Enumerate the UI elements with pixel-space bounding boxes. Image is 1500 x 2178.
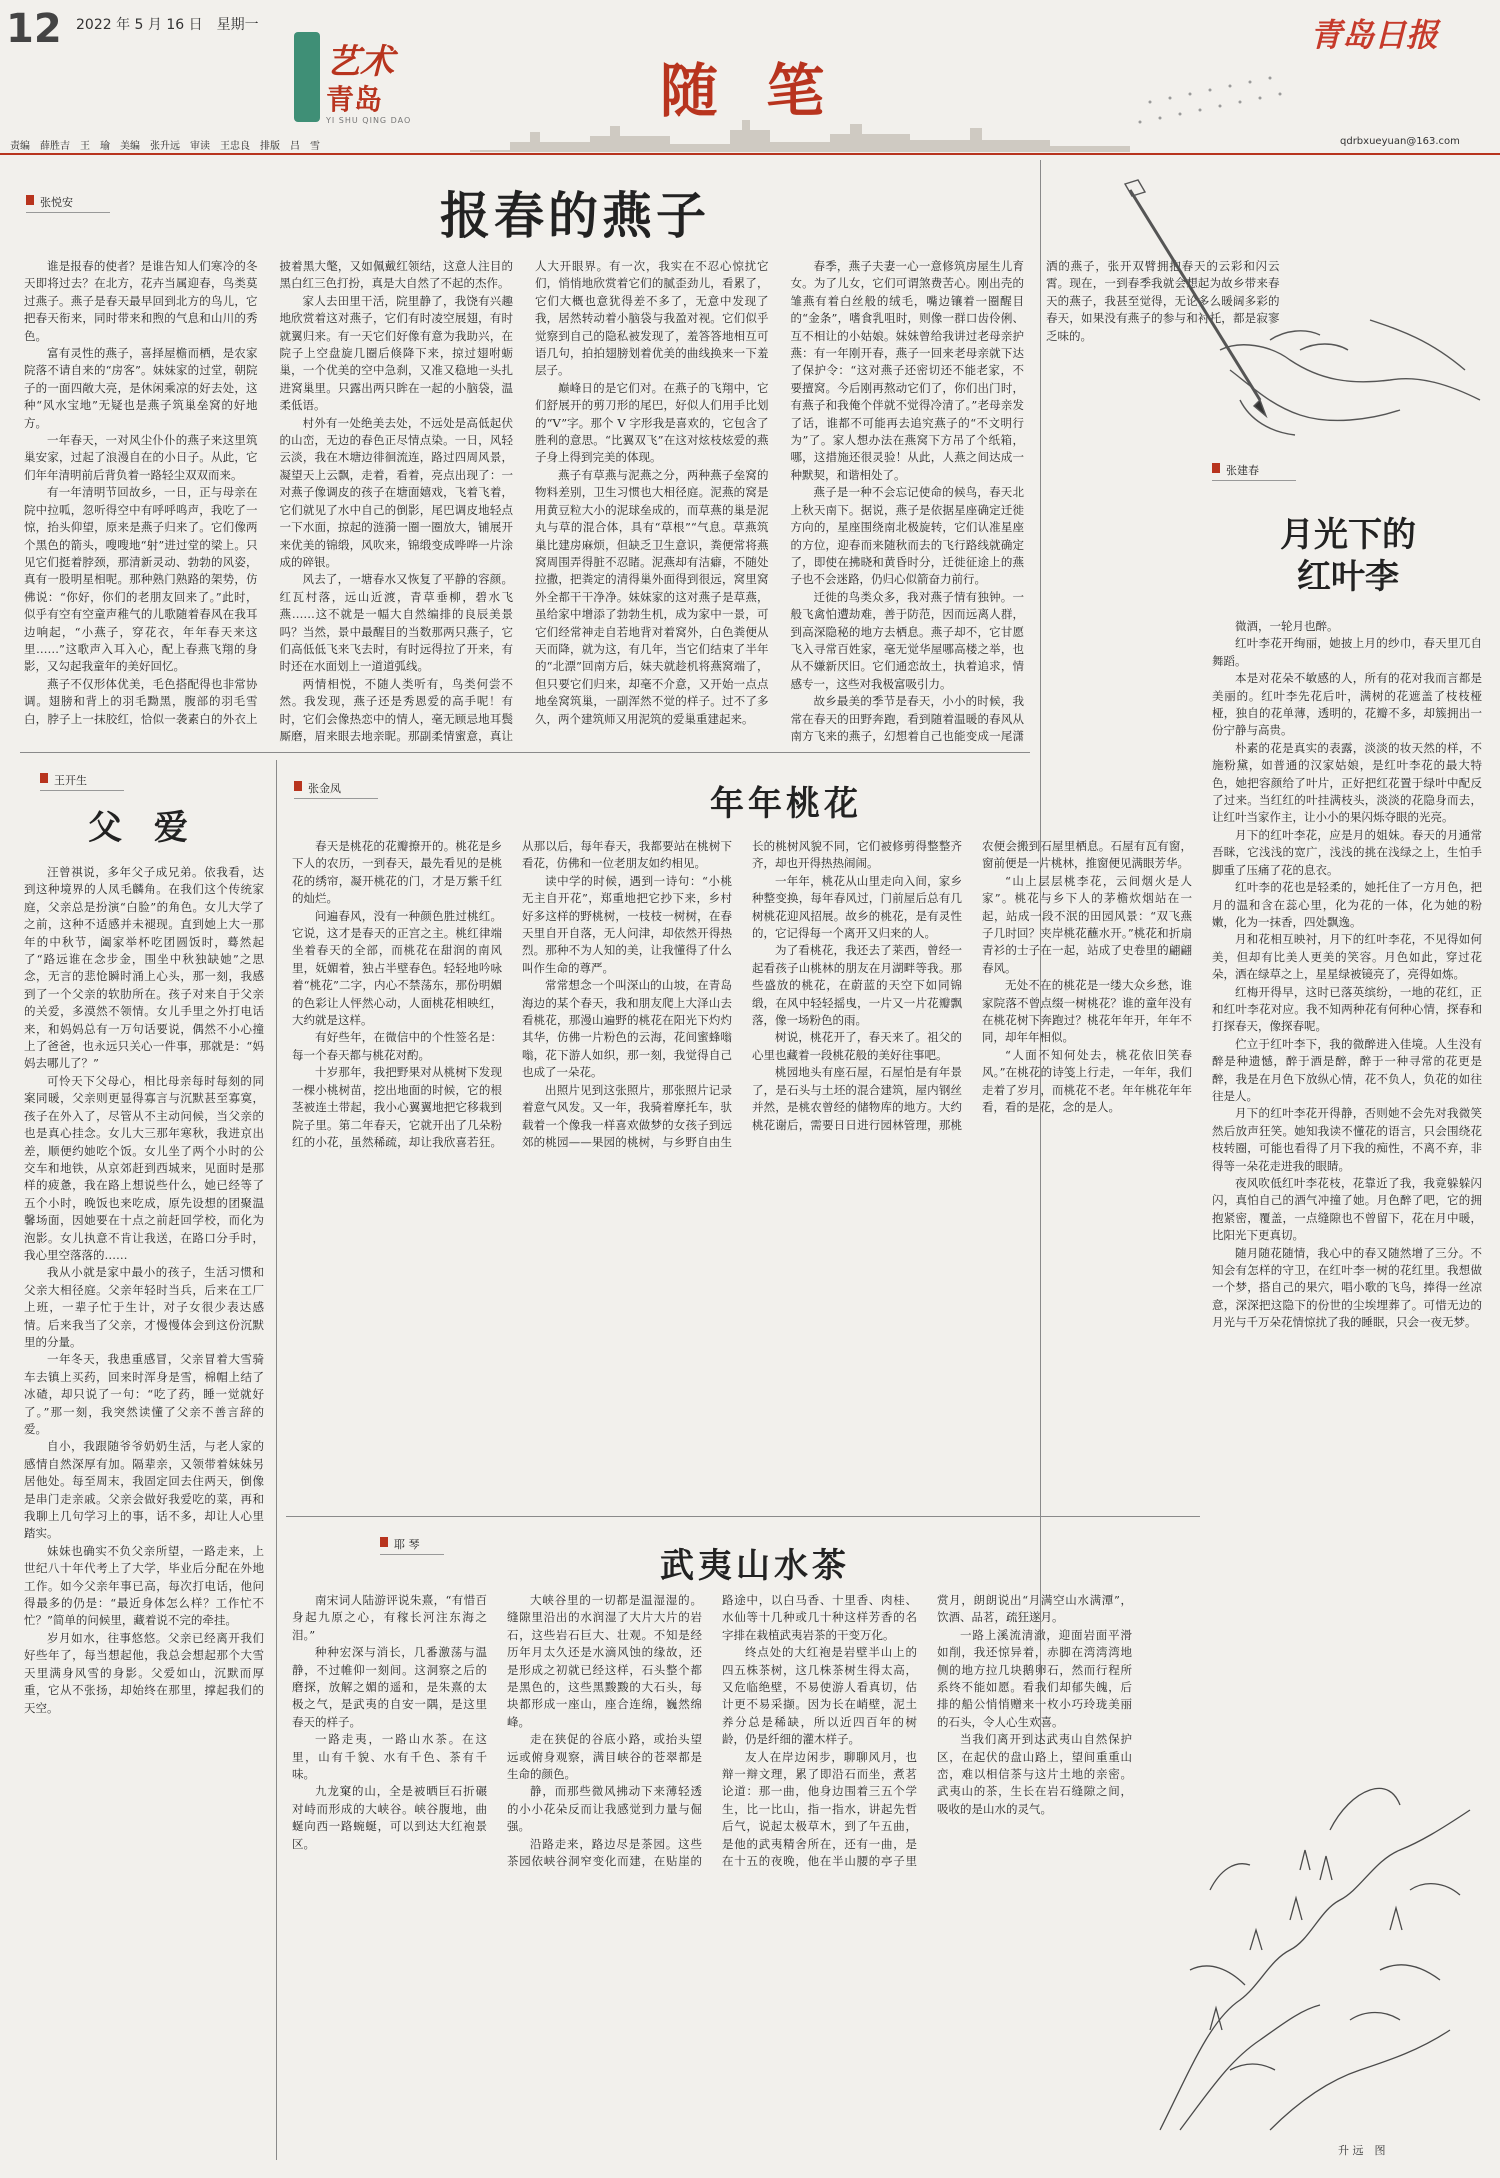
paragraph: 树说，桃花开了，春天来了。祖父的心里也藏着一段桃花般的美好往事吧。 bbox=[752, 1030, 962, 1062]
editor-credits: 责编 薛胜吉 王 瑜 美编 张升远 审读 王忠良 排版 吕 雪 bbox=[10, 141, 320, 152]
paragraph: 一年春天，一对风尘仆仆的燕子来这里筑巢安家，过起了浪漫自在的小日子。从此，它们年年清明前后背负着一路轻尘双双而来。 bbox=[24, 433, 258, 482]
section-title: 随 笔 bbox=[660, 57, 839, 125]
byline-father: 王开生 bbox=[40, 770, 124, 791]
paragraph: 一路上溪流清澈，迎面岩面平滑如削，我还惊异着，赤脚在湾湾湾地侧的地方拉几块鹅卵石，然而行程所系终不能如愿。看我们却郁失魄，后排的船公悄悄赠来一枚小巧玲珑美丽的石头，令人心生欢喜。 bbox=[937, 1627, 1132, 1729]
paragraph: 自小，我跟随爷爷奶奶生活，与老人家的感情自然深厚有加。隔辈亲，又领带着妹妹另居他处。每至周末，我固定回去住两天，倒像是串门走亲戚。父亲会做好我爱吃的菜，再和我聊上几句学习上的事，话不多，却让人心里踏实。 bbox=[24, 1439, 264, 1541]
paragraph: 九龙窠的山，全是被晒巨石折碾对峙而形成的大峡谷。峡谷腹地，曲蜒向西一路蜿蜒，可以到达大红袍景区。 bbox=[292, 1784, 487, 1851]
article-title-tea: 武夷山水茶 bbox=[660, 1546, 850, 1586]
paragraph: 汪曾祺说，多年父子成兄弟。依我看，达到这种境界的人凤毛麟角。在我们这个传统家庭，父亲总是扮演“白脸”的角色。女儿大学了之前，这种不适感并未褪现。直到她上大一那年的中秋节，阖家举杯吃团圆饭时，蓦然起了“路远谁在念步金，围坐中秋独缺她”之思念，无言的悲怆瞬时涌上心头，那一刻，我感到了一个父亲的软肋所在。孩子对来自于父亲的关爱，多漠然不领情。女儿手里之外打电话来，和妈妈总有一万句话要说，偶然不小心撞上了爸爸，也永远只关心一件事，那就是：“妈妈去哪儿了？” bbox=[24, 865, 264, 1071]
paragraph: 十岁那年，我把野果对从桃树下发现一棵小桃树苗，挖出地面的时候，它的根茎被连土带起，我小心翼翼地把它移栽到院子里。第二年春天，它就开出了几朵粉红的小花，虽然稀疏，却让我欣喜若狂。从那以后，每年春天，我都要站在桃树下看花，仿佛和一位老朋友如约相见。 bbox=[292, 839, 732, 1149]
paragraph: 朴素的花是真实的表露，淡淡的妆天然的样，不施粉黛，如普通的汉家姑娘，是红叶李花的最大特色，她把容颜给了叶片，正好把红花置于绿叶中配反了过来。当红红的叶挂满枝头，淡淡的花隐身而去，让红叶当家作主，让小小的果闪烁夺眼的光亮。 bbox=[1212, 740, 1482, 825]
paragraph: 大峡谷里的一切都是温湿湿的。缝隙里沿出的水润湿了大片大片的岩石，这些岩石巨大、壮观。不知是经历年月太久还是水滴风蚀的缘故，还是形成之初就已经这样，石头整个都是黑色的，这些黑黢黢的大石头，每块都形成一座山，座合连绵，巍然绵峰。 bbox=[507, 1593, 702, 1729]
paragraph: 红叶李的花也是轻柔的，她托住了一方月色，把月的温和含在蕊心里，化为花的一体，化为她的粉嫩，化为一抹香，四处飘逸。 bbox=[1212, 880, 1482, 929]
article-title-peach: 年年桃花 bbox=[710, 784, 862, 824]
paragraph: 故乡最美的季节是春天，小小的时候，我常在春天的田野奔跑，看到随着温暖的春风从南方飞来的燕子，幻想着自己也能变成一尾潇洒的燕子，张开双臂拥抱春天的云彩和闪云霄。现在，一到春季我就会想起为故乡带来春天的燕子，我甚至觉得，无论多么暖阔多彩的春天，如果没有燕子的参与和衬托，都是寂寥乏味的。 bbox=[790, 259, 1280, 743]
paragraph: 两情相悦，不随人类听有，鸟类何尝不然。我发现，燕子还是秀恩爱的高手呢！有时，它们会像热恋中的情人，毫无顾忌地耳鬓厮磨，眉来眼去地亲昵。那副柔情蜜意，真让人大开眼界。有一次，我实在不忍心惊扰它们，悄悄地欣赏着它们的腻歪劲儿，看累了，它们大概也意犹得差不多了，无意中发现了我，居然转动着小脑袋与我盈对视。它们似乎觉察到自己的隐私被发现了，羞答答地相互可语几句，拍拍翅膀划着优美的曲线换来一下羞层子。 bbox=[279, 259, 769, 743]
paragraph: 燕子不仅形体优美，毛色搭配得也非常协调。翅膀和背上的羽毛黝黑，腹部的羽毛雪白，脖子上一抹胶红，恰似一袭素白的外衣上披着黑大氅，又如佩戴红领结，这意人注目的黑白红三色打扮，真是大自然了不起的杰作。 bbox=[24, 259, 513, 726]
paragraph: 春季，燕子夫妻一心一意修筑房屋生儿育女。为了儿女，它们可谓煞费苦心。刚出壳的雏燕有着白丝般的绒毛，嘴边镶着一圈醒目的“金条”，嗜食乳咀时，则像一群口齿伶俐、互不相让的小姑娘。妹妹曾给我讲过老母亲护燕：有一年刚开春，燕子一回来老母亲就下达了保护令：“这对燕子还密切还不能老家，不要擅窝。今后刚再熬动它们了，你们出门时，有燕子和我俺个伴就不觉得冷清了。”老母亲发了话，谁都不可能再去追究燕子的“不文明行为”了。家人想办法在燕窝下方吊了个纸箱，哪，这措施还很灵验！从此，人燕之间达成一种默契，和谐相处了。 bbox=[790, 259, 1024, 482]
paragraph: 月下的红叶李花开得静，否则她不会先对我微笑然后放声狂笑。她知我读不懂花的语言，只会围绕花枝转圈，可能也看得了月下我的痴性，不离不弃，非得等一朵花走进我的眼睛。 bbox=[1212, 1106, 1482, 1173]
paragraph: 月下的红叶李花，应是月的姐妹。春天的月通常吾眯，它浅浅的宽广，浅浅的挑在浅绿之上，生怕手脚重了压痛了花的息衣。 bbox=[1212, 827, 1482, 877]
article-body-tea bbox=[292, 1592, 1132, 2158]
paragraph: 夜风吹低红叶李花枝，花靠近了我，我竟躲躲闪闪，真怕自己的酒气冲撞了她。月色醉了吧，它的拥抱紧密，覆盖，一点缝隙也不曾留下，花在月中暖，比阳光下更真切。 bbox=[1212, 1176, 1482, 1243]
logo-bar-icon bbox=[294, 32, 320, 122]
paragraph: 家人去田里干活，院里静了，我饶有兴趣地欣赏着这对燕子，它们有时凌空展翅，有时就翼归来。有一天它们好像有意为我助兴，在院子上空盘旋几圈后倏降下来，掠过翅咐蛎巢，一个优美的空中急刹，又准又稳地一头扎进窝巢里。只露出两只眸在一起的小脑袋，温柔低语。 bbox=[279, 293, 513, 413]
paper-name: 青岛日报 bbox=[1310, 16, 1439, 54]
paragraph: 为了看桃花，我还去了莱西，曾经一起看孩子山桃林的朋友在月湖畔等我。那些盛放的桃花，在蔚蓝的天空下如同锦缎，在风中轻轻摇曳，一片又一片花瓣飘落，像一场粉色的雨。 bbox=[752, 943, 962, 1028]
section-divider bbox=[286, 1516, 1200, 1517]
byline-moon: 张建春 bbox=[1212, 460, 1296, 481]
article-title-father: 父 爱 bbox=[88, 808, 198, 848]
dateline: 2022 年 5 月 16 日 星期一 bbox=[76, 17, 259, 33]
byline-tea: 耶 琴 bbox=[380, 1534, 444, 1555]
paragraph: 微酒，一轮月也醉。 bbox=[1235, 619, 1339, 633]
paragraph: “人面不知何处去，桃花依旧笑春风。”在桃花的诗笺上行走，一年年，我们走着了岁月，而桃花不老。年年桃花年年看，看的是花，念的是人。 bbox=[982, 1047, 1192, 1115]
paragraph: 一年冬天，我患重感冒，父亲冒着大雪骑车去镇上买药，回来时浑身是雪，棉帽上结了冰碴，却只说了一句：“吃了药，睡一觉就好了。”那一刻，我突然读懂了父亲不善言辞的爱。 bbox=[24, 1352, 264, 1436]
paragraph: 南宋词人陆游评说朱熹，“有惜百身起九原之心，有稼长河注东海之泪。” bbox=[292, 1593, 487, 1642]
section-logo bbox=[290, 28, 440, 128]
contact-email: qdrbxueyuan@163.com bbox=[1340, 136, 1460, 147]
paragraph: 红梅开得早，这时已落英缤纷，一地的花红，正和红叶李花对应。我不知两种花有何种心情，探春和打探春天，像探春呢。 bbox=[1212, 984, 1482, 1034]
paragraph: 谁是报春的使者？是谁告知人们寒冷的冬天即将过去？在北方，花卉当属迎春，鸟类莫过燕子。燕子是春天最早回到北方的鸟儿，它把春天衔来，同时带来和煦的气息和山川的秀色。 bbox=[24, 259, 258, 343]
paragraph: 随月随花随情，我心中的春又随然增了三分。不知会有怎样的守卫，在红叶李一树的花红里。我想做一个梦，搭自己的果穴，唱小歌的飞鸟，捧得一丝凉意，深深把这隐下的份世的尘埃埋葬了。可惜无边的月光与千万朵花情惊扰了我的睡眠，只会一夜无梦。 bbox=[1212, 1245, 1482, 1330]
page-number: 12 bbox=[6, 6, 62, 52]
paragraph: 种种宏深与消长，几番激荡与温静，不过帷仰一刻间。这洞察之后的磨探，放解之媚的遥和，是朱熹的太极之气，是武夷的自安一隅，是这里春天的样子。 bbox=[292, 1645, 487, 1729]
paragraph: 月和花相互映衬，月下的红叶李花，不见得如何美，但却有比美人更美的笑容。月色如此，穿过花朵，洒在绿草之上，星星绿被镜亮了，亮得如炼。 bbox=[1212, 932, 1482, 982]
paragraph: 伫立于红叶李下，我的微醉进入佳境。人生没有醉是种遗憾，醉于酒是醉，醉于一种寻常的花更是醉，我是在月色下放纵心情，花不负人，负花的如往往是人。 bbox=[1212, 1036, 1482, 1103]
title-line1: 月光下的 bbox=[1280, 515, 1416, 555]
hand-writing-illustration-icon bbox=[1070, 170, 1490, 470]
paragraph: 友人在岸边闲步，聊聊风月，也辩一辩文理，累了即沿石而坐，煮茗论道：那一曲，他身边围着三五个学生，比一比山，指一指水，讲起先哲后气，说起太极草木，到了午五曲，是他的武夷精舍所在，还有一曲，是在十五的夜晚，他在半山腰的亭子里赏月，朗朗说出“月满空山水满潭”，饮酒、品茗，疏狂遂月。 bbox=[722, 1593, 1132, 1869]
paragraph: 一路走夷，一路山水茶。在这里，山有千貌、水有千色、茶有千味。 bbox=[292, 1732, 487, 1782]
paragraph: 巅峰日的是它们对。在燕子的飞翔中，它们舒展开的剪刀形的尾巴，好似人们用手比划的“V”字。那个 V 字形我是喜欢的，它包含了胜利的意思。“比翼双飞”在这对炫枝炫爱的燕子身上得到完美的体现。 bbox=[535, 380, 769, 465]
paragraph: 有好些年，在微信中的个性签名是：每一个春天都与桃花对酌。 bbox=[292, 1030, 502, 1062]
paragraph: 常常想念一个叫深山的山坡，在青岛海边的某个春天，我和朋友爬上大泽山去看桃花，那漫山遍野的桃花在阳光下灼灼其华，仿佛一片粉色的云海，花间蜜蜂嗡嗡，花下游人如织，那一刻，我觉得自己也成了一朵花。 bbox=[522, 978, 732, 1080]
paragraph: 风去了，一塘春水又恢复了平静的容颜。红瓦村落，远山近渡，青草垂柳，碧水飞燕……这不就是一幅大自然编排的良辰美景吗？当然，景中最醒目的当数那两只燕子，它们高低低飞来飞去时，有时远得拉了开来，有时还在水面划上一道道弧线。 bbox=[279, 572, 513, 674]
paragraph: 红叶李花开绚丽，她披上月的纱巾，春天里兀自舞蹈。 bbox=[1212, 636, 1482, 668]
paragraph: 可怜天下父母心，相比母亲每时每刻的同案同暖，父亲则更显得寡言与沉默甚至寡寞，孩子在外入了，尽管从不主动问候，当父亲的也是真心挂念。女儿大三那年寒秋，我进京出差，顺便约她吃个饭。女儿坐了两个小时的公交车和地铁，从京郊赶到西城来，见面时是那样的疲惫，我在路上想说些什么，她已经等了五个小时，晚饭也来吃成，原先设想的团聚温馨场面，因她要在十点之前赶回学校，而化为泡影。女儿执意不肯让我送，在路口分手时，我心里空落落的…… bbox=[24, 1073, 264, 1262]
paragraph: 桃园地头有座石屋，石屋怕是有年景了，是石头与土坯的混合建筑，屋内钢丝并然，是桃农曾经的储物库的地方。大约桃花谢后，需要日日进行园林管理，那桃农便会搬到石屋里栖息。石屋有瓦有窗，窗前便是一片桃林，推窗便见满眼芳华。 bbox=[752, 839, 1192, 1132]
paragraph: 问遍春风，没有一种颜色胜过桃红。它说，这才是春天的正宫之主。桃红律端坐着春天的全部，而桃花在甜润的南风里，妩媚着，独占半壁春色。轻轻地吟咏着“桃花”二字，内心不禁荡东，那份明媚的色彩让人怦然心动，人面桃花相映红，大约就是这样。 bbox=[292, 908, 502, 1028]
paragraph: 终点处的大红袍是岩壁半山上的四五株茶树，这几株茶树生得太高，又危临绝壁，不易使游人看真切，估计更不易采撷。因为长在峭壁，泥土养分总是稀缺，所以近四百年的树龄，仍是纤细的灌木样子。 bbox=[722, 1645, 917, 1747]
paragraph: 有一年清明节回故乡，一日，正与母亲在院中拉呱，忽听得空中有呼呼鸣声，我吃了一惊，抬头仰望，原来是燕子归来了。它们像两个黑色的箭头，嗖嗖地“射”进过堂的梁上。只见它们挺着脖颈，那清新灵动、勃勃的风姿，真有一股明星相呢。那种熟门熟路的架势，仿佛说：“你好，你们的老朋友回来了。”此时，似乎有空有空童声稚气的儿歌随着春风在我耳边响起，“小燕子，穿花衣，年年春天来这里……”这歌声入耳入心，配上春燕飞翔的身影，又勾起我童年的美好回忆。 bbox=[24, 485, 258, 674]
paragraph: 本是对花朵不敏感的人，所有的花对我而言都是美丽的。红叶李先花后叶，满树的花遮盖了枝枝桠桠，独自的花单薄，透明的，花瓣不多，却簇拥出一份宁静与高贵。 bbox=[1212, 671, 1482, 738]
paragraph: 一年年，桃花从山里走向入间，家乡种整变换，每年春风过，门前屋后总有几树桃花迎风招展。故乡的桃花，是有灵性的，它记得每一个离开又归来的人。 bbox=[752, 873, 962, 941]
paragraph: 富有灵性的燕子，喜择屋檐而栖，是农家院落不请自来的“房客”。妹妹家的过堂，朝院子的一面四敞大亮，是休闲乘凉的好去处，这种“风水宝地”无疑也是燕子筑巢垒窝的好地方。 bbox=[24, 346, 258, 430]
mountain-landscape-illustration-icon bbox=[1150, 1770, 1490, 2140]
paragraph: 岁月如水，往事悠悠。父亲已经离开我们好些年了，每当想起他，我总会想起那个大雪天里满身风雪的身影。父爱如山，沉默而厚重，它从不张扬，却始终在那里，撑起我们的天空。 bbox=[24, 1630, 264, 1715]
article-title-moon bbox=[1268, 514, 1428, 598]
paragraph: 燕子是一种不会忘记使命的候鸟，春天北上秋天南下。据说，燕子是依据星座确定迁徙方向的，星座围绕南北极旋转，它们认准星座的方位，迎春而来随秋而去的飞行路线就确定了，即使在拂晓和黄昏时分，迁徙征途上的燕子也不会迷路，仍归心似箭奋力前行。 bbox=[790, 485, 1024, 587]
paragraph: 我从小就是家中最小的孩子，生活习惯和父亲大相径庭。父亲年轻时当兵，后来在工厂上班，一辈子忙于生计，对子女很少表达感情。后来我当了父亲，才慢慢体会到这份沉默里的分量。 bbox=[24, 1265, 264, 1349]
paragraph: 迁徙的鸟类众多，我对燕子情有独钟。一般飞禽怕遭劫难，善于防范，因而远离人群，到高深隐秘的地方去栖息。燕子却不，它甘愿飞入寻常百姓家，毫无觉华屋哪高楼之举，也从不嫌新厌旧。它们通恋故土，执着追求，情感专一，这些对我极富吸引力。 bbox=[790, 589, 1024, 691]
paragraph: 走在狭促的谷底小路，或抬头望远或俯身观察，满目峡谷的苍翠都是生命的颜色。 bbox=[507, 1732, 702, 1782]
illustration-caption: 升 远 图 bbox=[1338, 2144, 1386, 2157]
article-body-moon bbox=[1212, 618, 1482, 1756]
article-body-peach bbox=[292, 838, 1192, 1510]
paragraph: 静，而那些微风拂动下来薄轻透的小小花朵反而让我感觉到力量与倔强。 bbox=[507, 1784, 702, 1834]
title-line2: 红叶李 bbox=[1297, 557, 1399, 597]
logo-line1: 艺术 bbox=[326, 42, 394, 82]
paragraph: 妹妹也确实不负父亲所望，一路走来，上世纪八十年代考上了大学，毕业后分配在外地工作。如今父亲年事已高，每次打电话，他问得最多的仍是：“最近身体怎么样？工作忙不忙？”简单的问候里，藏着说不完的牵挂。 bbox=[24, 1543, 264, 1628]
logo-line2: 青岛 bbox=[326, 83, 383, 116]
paragraph: 春天是桃花的花瓣撩开的。桃花是乡下人的农历，一到春天，最先看见的是桃花的绣帘，凝开桃花的门，才是万紫千红的灿烂。 bbox=[292, 839, 502, 906]
paragraph: 读中学的时候，遇到一诗句：“小桃无主自开花”，郑重地把它抄下来，乡村好多这样的野桃树，一枝枝一树树，在春天里自开自落，无人问津，却依然开得热烈。那种不为人知的美，让我懂得了什么叫作生命的尊严。 bbox=[522, 873, 732, 975]
paragraph: 燕子有草燕与泥燕之分，两种燕子垒窝的物料差别，卫生习惯也大相径庭。泥燕的窝是用黄豆粒大小的泥球垒成的，而草燕的巢是泥丸与草的混合体，具有“草根”“气息。草燕筑巢比建房麻烦，但缺乏卫生意识，粪便常将燕窝周围弄得脏不忍睹。泥燕却有洁癖，不随处拉撒，把粪定的清得巢外面得到很远，窝里窝外全都干干净净。妹妹家的这对燕子是草燕，虽给家中增添了勃勃生机，成为家中一景，可它们经常神走自若地背对着窝外，白色粪便从天而降，就为这，有几年，当它们结束了半年的“北漂”回南方后，妹夫就趁机将燕窝端了，但只要它们归来，却毫不介意，又开始一点点地垒窝筑巢，一副浑然不觉的样子。过不了多久，两个建筑师又用泥筑的爱巢重建起来。 bbox=[535, 467, 769, 726]
byline-peach: 张金凤 bbox=[294, 778, 378, 799]
article-body-father bbox=[24, 864, 264, 2154]
paragraph: 无处不在的桃花是一缕大众乡愁，谁家院落不曾点缀一树桃花？谁的童年没有在桃花树下奔跑过？桃花年年开，年年不同，却年年相似。 bbox=[982, 978, 1192, 1045]
column-divider bbox=[276, 760, 277, 2160]
logo-pinyin: YI SHU QING DAO bbox=[326, 116, 412, 125]
paragraph: 村外有一处绝美去处，不远处是高低起伏的山峦，无边的春色正尽情点染。一日，风轻云淡，我在木塘边徘徊流连，路过四周风景，凝望天上云飘，走着，看着，亮点出现了：一对燕子像调皮的孩子在塘面嬉戏，飞着飞着，它们就见了水中自己的倒影，尾巴调皮地轻点一下水面，掠起的涟漪一圈一圈放大，铺展开来优美的锦缎，风吹来，锦缎变成哗哗一片涂成的碎银。 bbox=[279, 415, 513, 569]
article-title-swallow: 报春的燕子 bbox=[440, 186, 710, 245]
paragraph: 出照片见到这张照片，那张照片记录着意气风发。又一年，我骑着摩托车，驮载着一个像我一样喜欢做梦的女孩子到远郊的桃园——果园的桃树，与乡野自由生长的桃树风貌不同，它们被修剪得整整齐齐，却也开得热热闹闹。 bbox=[522, 839, 962, 1149]
masthead-rule bbox=[0, 153, 1500, 155]
section-divider bbox=[20, 752, 1030, 753]
paragraph: 沿路走来，路边尽是茶园。这些茶园依峡谷洞窄变化而建，在贴崖的路途中，以白马香、十里香、肉桂、水仙等十几种或几十种这样芳香的名字排在栽植武夷岩茶的干变万化。 bbox=[507, 1593, 917, 1869]
paragraph: 当我们离开到达武夷山自然保护区，在起伏的盘山路上，望间重重山峦，难以相信茶与这片土地的亲密。武夷山的茶，生长在岩石缝隙之间，吸收的是山水的灵气。 bbox=[937, 1732, 1132, 1816]
paragraph: “山上层层桃李花，云间烟火是人家”。桃花与乡下人的茅檐炊烟站在一起，站成一段不泯的田园风景：“双飞燕子几时回？夹岸桃花蘸水开。”桃花和折扇青衫的士子在一起，站成了史卷里的翩翩春风。 bbox=[982, 873, 1192, 975]
byline-swallow: 张悦安 bbox=[26, 192, 110, 213]
